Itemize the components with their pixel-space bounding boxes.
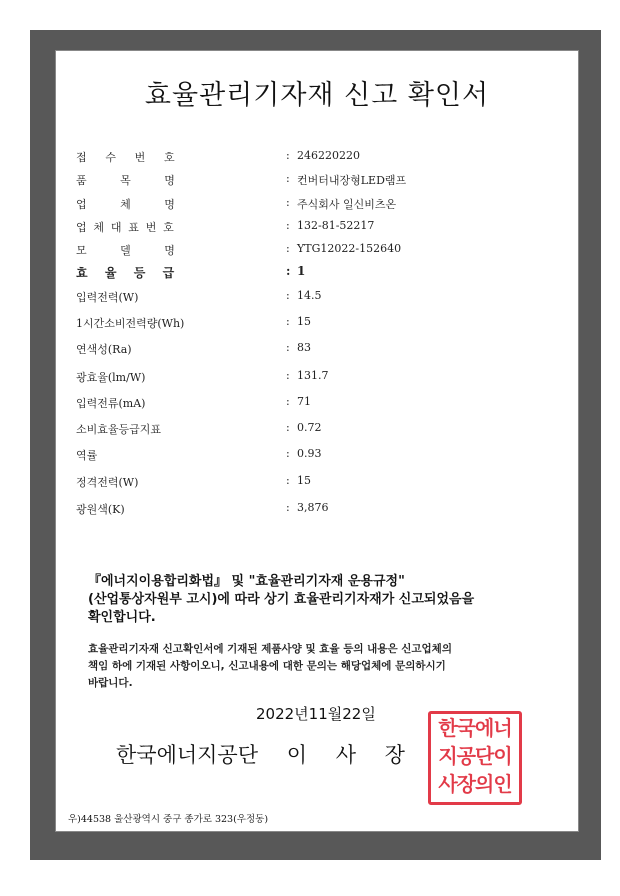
colon: : [286,264,291,278]
colon: : [286,341,290,354]
field-label: 소비효율등급지표 [76,423,162,436]
colon: : [286,172,290,185]
field-value: 컨버터내장형LED램프 [297,174,407,187]
colon: : [286,315,290,328]
colon: : [286,501,290,514]
field-label: 광효율(lm/W) [76,371,146,384]
certificate-page [55,50,579,832]
field-value: 131.7 [297,369,329,382]
confirmation-line: 『에너지이용합리화법』 및 "효율관리기자재 운용규정" [88,574,405,589]
notice-line: 효율관리기자재 신고확인서에 기재된 제품사양 및 효율 등의 내용은 신고업체의 [88,643,452,655]
colon: : [286,289,290,302]
field-value: 주식회사 일신비츠온 [297,198,397,211]
document-title: 효율관리기자재 신고 확인서 [144,80,490,111]
field-value: 132-81-52217 [297,219,375,232]
issuer-title: 이 [286,743,307,767]
field-value: 83 [297,341,311,354]
field-label: 입력전류(mA) [76,397,146,410]
field-value: 15 [297,474,311,487]
colon: : [286,369,290,382]
field-label: 1시간소비전력량(Wh) [76,317,185,330]
field-label: 업체대표번호 [76,221,181,234]
issuer-org: 한국에너지공단 [116,743,259,767]
field-label: 정격전력(W) [76,476,139,489]
field-label: 연색성(Ra) [76,343,132,356]
notice-line: 바랍니다. [88,677,133,689]
field-value: 3,876 [297,501,329,514]
stamp-line: 지공단이 [438,744,512,768]
field-value: 71 [297,395,311,408]
field-label: 접수번호 [76,151,194,164]
colon: : [286,474,290,487]
issue-date: 2022년11월22일 [256,705,376,723]
notice-line: 책임 하에 기재된 사항이오니, 신고내용에 대한 문의는 해당업체에 문의하시기 [88,660,446,672]
field-label: 효율등급 [76,266,192,280]
confirmation-line: (산업통상자원부 고시)에 따라 상기 효율관리기자재가 신고되었음을 [88,592,475,607]
address: 우)44538 울산광역시 중구 종가로 323(우정동) [68,814,269,825]
field-label: 입력전력(W) [76,291,139,304]
notice-text [88,641,568,692]
field-label: 광원색(K) [76,503,125,516]
colon: : [286,149,290,162]
field-label: 역률 [76,449,98,462]
field-label: 모델명 [76,244,209,257]
confirmation-text [88,573,568,627]
field-value: 0.72 [297,421,322,434]
colon: : [286,421,290,434]
official-seal-stamp [428,711,522,805]
field-label: 업체명 [76,198,209,211]
field-label: 품목명 [76,174,209,187]
field-value: 14.5 [297,289,322,302]
stamp-line: 한국에너 [438,716,512,740]
field-value: 246220220 [297,149,360,162]
colon: : [286,219,290,232]
field-value: 15 [297,315,311,328]
field-value: 1 [297,264,306,278]
colon: : [286,395,290,408]
issuer-title: 사 [335,743,356,767]
stamp-line: 사장의인 [438,772,512,796]
colon: : [286,242,290,255]
field-value: YTG12022-152640 [297,242,402,255]
colon: : [286,447,290,460]
confirmation-line: 확인합니다. [88,610,156,625]
issuer [116,739,427,769]
issuer-title: 장 [384,743,405,767]
field-value: 0.93 [297,447,322,460]
colon: : [286,196,290,209]
